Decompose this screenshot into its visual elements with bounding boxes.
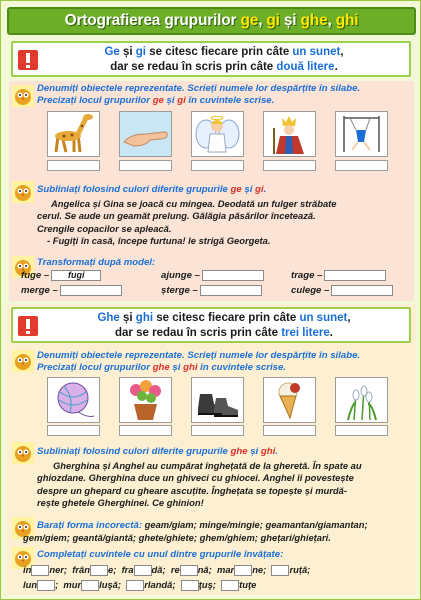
answer-field-8[interactable] [191, 425, 244, 436]
transform-item: trage – [291, 270, 386, 281]
model-answer-box: fugi [51, 270, 101, 281]
snowdrops-icon [336, 378, 387, 422]
answer-field-9[interactable] [263, 425, 316, 436]
transform-item: merge – [21, 285, 122, 296]
ice-cream-icon [264, 378, 315, 422]
text-line: despre un ghepard cu gheare ascuțite. Înghețata se topește și murdă- [37, 484, 347, 496]
ex5-instruction: Subliniați folosind culori diferite grupurile ghe și ghi. [37, 446, 278, 457]
answer-field-3[interactable] [191, 160, 244, 171]
rule-box-ghe-ghi [11, 307, 411, 343]
ex2-instruction: Subliniați folosind culori diferite grupurile ge și gi. [37, 184, 267, 195]
ex5-paragraph [37, 460, 362, 510]
image-finger [119, 111, 172, 157]
ex4-instruction: Denumiți obiectele reprezentate. Scrieți numele lor despărțite în silabe. Precizați locul grupurilor ghe și ghi în cuvintele scrise. [37, 350, 361, 373]
transform-input[interactable] [200, 285, 262, 296]
answer-field-1[interactable] [47, 160, 100, 171]
answer-field-7[interactable] [119, 425, 172, 436]
transform-item: șterge – [161, 285, 262, 296]
owl-icon [12, 181, 34, 203]
ex1-instruction: Denumiți obiectele reprezentate. Scrieți numele lor despărțite în silabe. Precizați locul grupurilor ge și gi în cuvintele scrise. [37, 83, 361, 106]
fill-blank[interactable] [221, 580, 239, 591]
fill-blank[interactable] [90, 565, 108, 576]
angel-icon [192, 112, 243, 156]
answer-field-6[interactable] [47, 425, 100, 436]
image-snowdrops [335, 377, 388, 423]
text-line: Angelica și Gina se joacă cu mingea. Deodată un fulger străbate [51, 198, 337, 209]
fill-row-1: in ner; frân e; fra dă; re nă; mar ne; ruță; [23, 564, 311, 575]
model-row: fuge – fugi [21, 270, 101, 281]
exclamation-icon [17, 49, 39, 71]
finger-icon [120, 112, 171, 156]
owl-icon [12, 442, 34, 464]
transform-item: culege – [291, 285, 393, 296]
ex6-line2: gem/giem; geantă/giantă; ghete/ghiete; ghem/ghiem; ghețari/ghiețari. [23, 532, 331, 543]
page-title: Ortografierea grupurilor ge, gi și ghe, ghi [64, 12, 359, 29]
owl-icon [12, 350, 34, 372]
ex7-instruction: Completați cuvintele cu unul dintre grupurile învățate: [37, 549, 284, 560]
rule-text-2: Ghe și ghi se citesc fiecare prin câte un sunet, dar se redau în scris prin câte trei litere. [97, 312, 351, 339]
owl-icon [12, 85, 34, 107]
yarn-ball-icon [48, 378, 99, 422]
image-giraffe [47, 111, 100, 157]
king-icon [264, 112, 315, 156]
transform-input[interactable] [202, 270, 264, 281]
ex3-instruction: Transformați după model: [37, 257, 156, 268]
title-bar [7, 7, 416, 35]
image-gymnast [335, 111, 388, 157]
fill-blank[interactable] [271, 565, 289, 576]
fill-blank[interactable] [180, 565, 198, 576]
fill-blank[interactable] [181, 580, 199, 591]
image-ice-cream [263, 377, 316, 423]
fill-blank[interactable] [134, 565, 152, 576]
gymnast-icon [336, 112, 387, 156]
flower-pot-icon [120, 378, 171, 422]
answer-field-2[interactable] [119, 160, 172, 171]
ex2-paragraph [37, 198, 337, 248]
image-boots [191, 377, 244, 423]
image-king [263, 111, 316, 157]
image-angel [191, 111, 244, 157]
rule-box-ge-gi [11, 41, 411, 77]
image-flower-pot [119, 377, 172, 423]
answer-field-4[interactable] [263, 160, 316, 171]
rule-text-1: Ge și gi se citesc fiecare prin câte un sunet, dar se redau în scris prin câte două litere. [104, 46, 344, 73]
fill-blank[interactable] [37, 580, 55, 591]
transform-input[interactable] [60, 285, 122, 296]
fill-blank[interactable] [234, 565, 252, 576]
text-line: rește ghetele Gherghinei. Ce ghinion! [37, 497, 204, 509]
text-line: cerul. Se aude un geamăt prelung. Gălăgia păsărilor încetează. [37, 210, 316, 222]
fill-blank[interactable] [31, 565, 49, 576]
fill-row-2: lun ; mur luşă; rlandă; ţuş; tuţe [23, 579, 257, 590]
fill-blank[interactable] [126, 580, 144, 591]
image-yarn-ball [47, 377, 100, 423]
transform-item: ajunge – [161, 270, 264, 281]
answer-field-5[interactable] [335, 160, 388, 171]
exclamation-icon [17, 315, 39, 337]
text-line: Gherghina și Anghel au cumpărat înghețată de la gheretă. În spate au [53, 460, 362, 471]
text-line: - Fugiți în casă, începe furtuna! le strigă Georgeta. [47, 235, 271, 247]
ex6-line1: Barați forma incorectă: geam/giam; minge/mingie; geamantan/giamantan; [37, 519, 368, 531]
boots-icon [192, 378, 243, 422]
transform-input[interactable] [324, 270, 386, 281]
text-line: Crengile copacilor se apleacă. [37, 222, 172, 234]
answer-field-10[interactable] [335, 425, 388, 436]
transform-input[interactable] [331, 285, 393, 296]
text-line: ghiozdane. Gherghina duce un ghiveci cu ghiocei. Anghel îi povestește [37, 472, 354, 484]
giraffe-icon [48, 112, 99, 156]
fill-blank[interactable] [81, 580, 99, 591]
